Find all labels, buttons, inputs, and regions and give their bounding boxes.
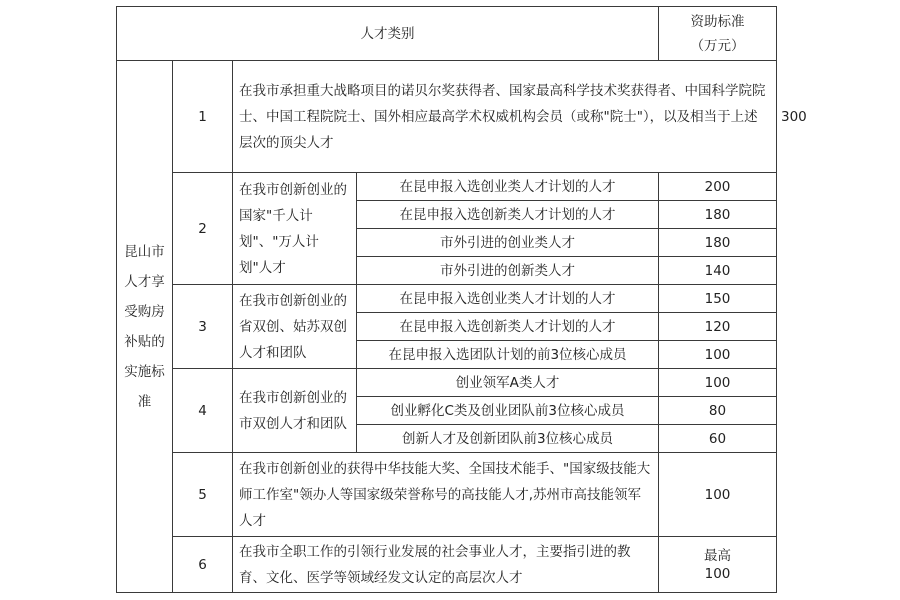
row-description: 在我市全职工作的引领行业发展的社会事业人才，主要指引进的教育、文化、医学等领域经发文认定的高层次人才: [233, 537, 659, 593]
table-row: 昆山市人才享受购房补贴的实施标准 1 在我市承担重大战略项目的诺贝尔奖获得者、国家最高科学技术奖获得者、中国科学院院士、中国工程院院士、国外相应最高学术权威机构会员（或称"院士"），以及相当于上述层次的顶尖人才 300: [117, 61, 777, 173]
row-amount: [659, 537, 777, 593]
table-row: [117, 285, 777, 313]
row-amount: 180: [659, 229, 777, 257]
sub-category: 在昆申报入选创业类人才计划的人才: [357, 173, 659, 201]
sub-category: 在昆申报入选团队计划的前3位核心成员: [357, 341, 659, 369]
row-description: 在我市创新创业的获得中华技能大奖、全国技术能手、"国家级技能大师工作室"领办人等国家级荣誉称号的高技能人才,苏州市高技能领军人才: [233, 453, 659, 537]
row-amount: 140: [659, 257, 777, 285]
table-row: [117, 173, 777, 201]
sub-category: 创业孵化C类及创业团队前3位核心成员: [357, 397, 659, 425]
row-amount: 60: [659, 425, 777, 453]
row-amount: 200: [659, 173, 777, 201]
sub-category: 创业领军A类人才: [357, 369, 659, 397]
sub-category: 在昆申报入选创新类人才计划的人才: [357, 201, 659, 229]
category-header: 人才类别: [117, 7, 659, 61]
table-row: [117, 453, 777, 537]
sub-category: 市外引进的创业类人才: [357, 229, 659, 257]
sub-category: 市外引进的创新类人才: [357, 257, 659, 285]
amount-value: 100: [704, 565, 731, 582]
row-description: 在我市承担重大战略项目的诺贝尔奖获得者、国家最高科学技术奖获得者、中国科学院院士、中国工程院院士、国外相应最高学术权威机构会员（或称"院士"），以及相当于上述层次的顶尖人才: [233, 61, 777, 173]
sub-category: 在昆申报入选创新类人才计划的人才: [357, 313, 659, 341]
sub-category: 创新人才及创新团队前3位核心成员: [357, 425, 659, 453]
row-number: 5: [173, 453, 233, 537]
row-amount: 120: [659, 313, 777, 341]
row-amount: 80: [659, 397, 777, 425]
sub-category: 在昆申报入选创业类人才计划的人才: [357, 285, 659, 313]
row-amount: 150: [659, 285, 777, 313]
amount-header: [659, 7, 777, 61]
table-header-row: [117, 7, 777, 61]
row-amount: 100: [659, 341, 777, 369]
amount-header-unit: （万元）: [690, 37, 745, 54]
subsidy-standard-table-wrapper: [116, 6, 807, 592]
subsidy-standard-table: [116, 6, 807, 593]
row-number: 3: [173, 285, 233, 369]
row-description: 在我市创新创业的市双创人才和团队: [233, 369, 357, 453]
row-number: 6: [173, 537, 233, 593]
row-number: 2: [173, 173, 233, 285]
row-number: 1: [173, 61, 233, 173]
amount-prefix: 最高: [704, 547, 731, 564]
row-amount: 180: [659, 201, 777, 229]
row-description: 在我市创新创业的国家"千人计划"、"万人计划"人才: [233, 173, 357, 285]
table-row: [117, 537, 777, 593]
table-row: [117, 369, 777, 397]
side-label: 昆山市人才享受购房补贴的实施标准: [117, 61, 173, 593]
row-description: 在我市创新创业的省双创、姑苏双创人才和团队: [233, 285, 357, 369]
row-number: 4: [173, 369, 233, 453]
row-amount: 100: [659, 453, 777, 537]
amount-header-label: 资助标准: [690, 13, 745, 30]
row-amount: 100: [659, 369, 777, 397]
